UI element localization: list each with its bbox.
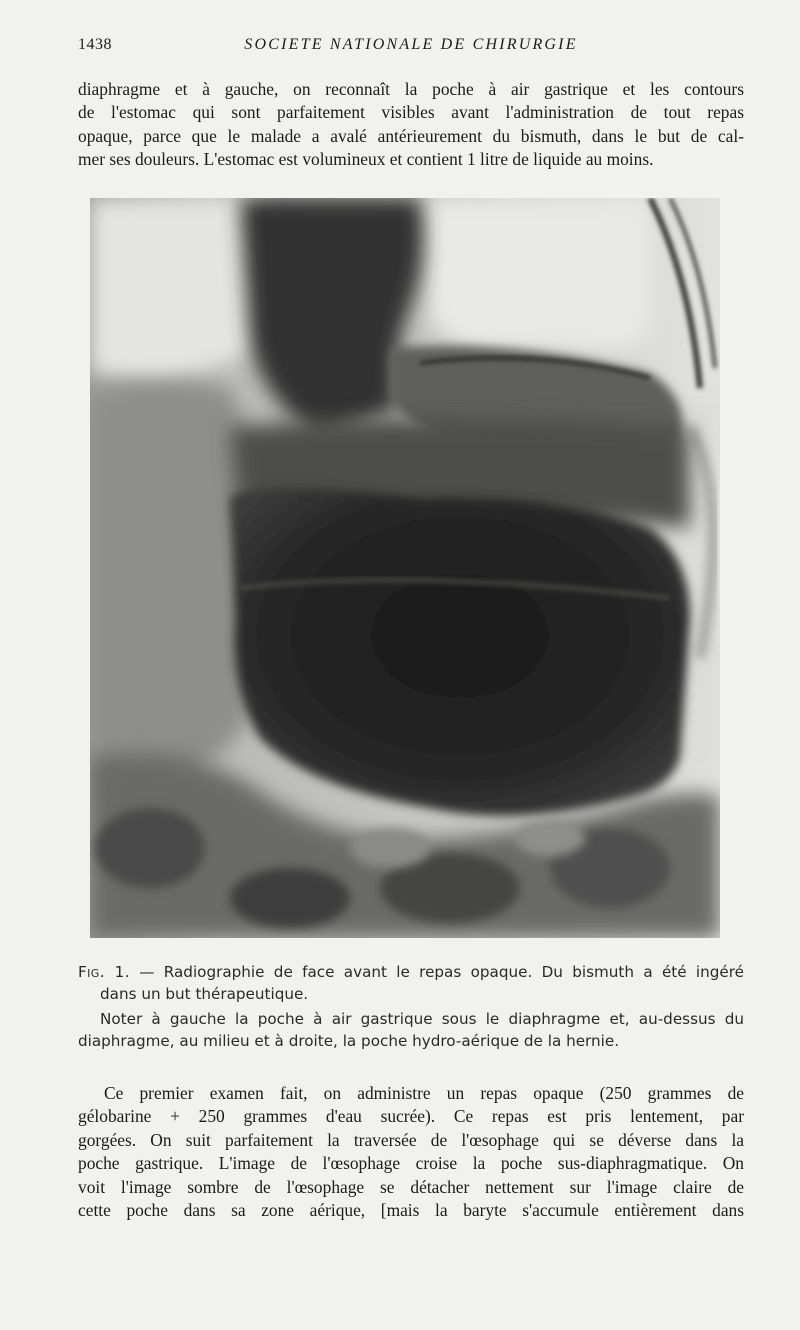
radiograph-image [90,198,720,938]
journal-title: SOCIETE NATIONALE DE CHIRURGIE [244,36,578,53]
body-line: Ce premier examen fait, on administre un repas opaque (250 grammes de [104,1083,744,1103]
figure-caption [78,962,744,1006]
figure-note [78,1009,744,1053]
caption-line: dans un but thérapeutique. [100,984,309,1003]
body-line: voit l'image sombre de l'œsophage se détacher nettement sur l'image claire de [78,1176,744,1197]
page-number: 1438 [78,36,112,53]
intro-line: diaphragme et à gauche, on reconnaît la poche à air gastrique et les contours [78,79,744,99]
note-line: diaphragme, au milieu et à droite, la poche hydro-aérique de la hernie. [78,1031,620,1050]
body-line: cette poche dans sa zone aérique, [mais la baryte s'accumule entièrement dans [78,1200,744,1221]
body-line: gélobarine + 250 grammes d'eau sucrée). Ce repas est pris lentement, par [78,1106,744,1127]
intro-line: de l'estomac qui sont parfaitement visibles avant l'administration de tout repas [78,102,744,123]
figure-label: Fig. 1. [78,963,130,981]
intro-line: mer ses douleurs. L'estomac est volumineux et contient 1 litre de liquide au moins. [78,149,654,170]
body-line: gorgées. On suit parfaitement la traversée de l'œsophage qui se déverse dans la [78,1129,744,1150]
caption-line [78,962,744,984]
intro-paragraph [78,78,744,172]
note-line: Noter à gauche la poche à air gastrique sous le diaphragme et, au-dessus du [100,1010,744,1028]
body-line: poche gastrique. L'image de l'œsophage croise la poche sus-diaphragmatique. On [78,1153,744,1174]
running-head [78,36,744,60]
radiograph-figure [90,198,720,938]
body-paragraph [78,1082,744,1222]
intro-line: opaque, parce que le malade a avalé antérieurement du bismuth, dans le but de cal- [78,125,744,146]
caption-text: — Radiographie de face avant le repas opaque. Du bismuth a été ingéré [129,963,744,981]
